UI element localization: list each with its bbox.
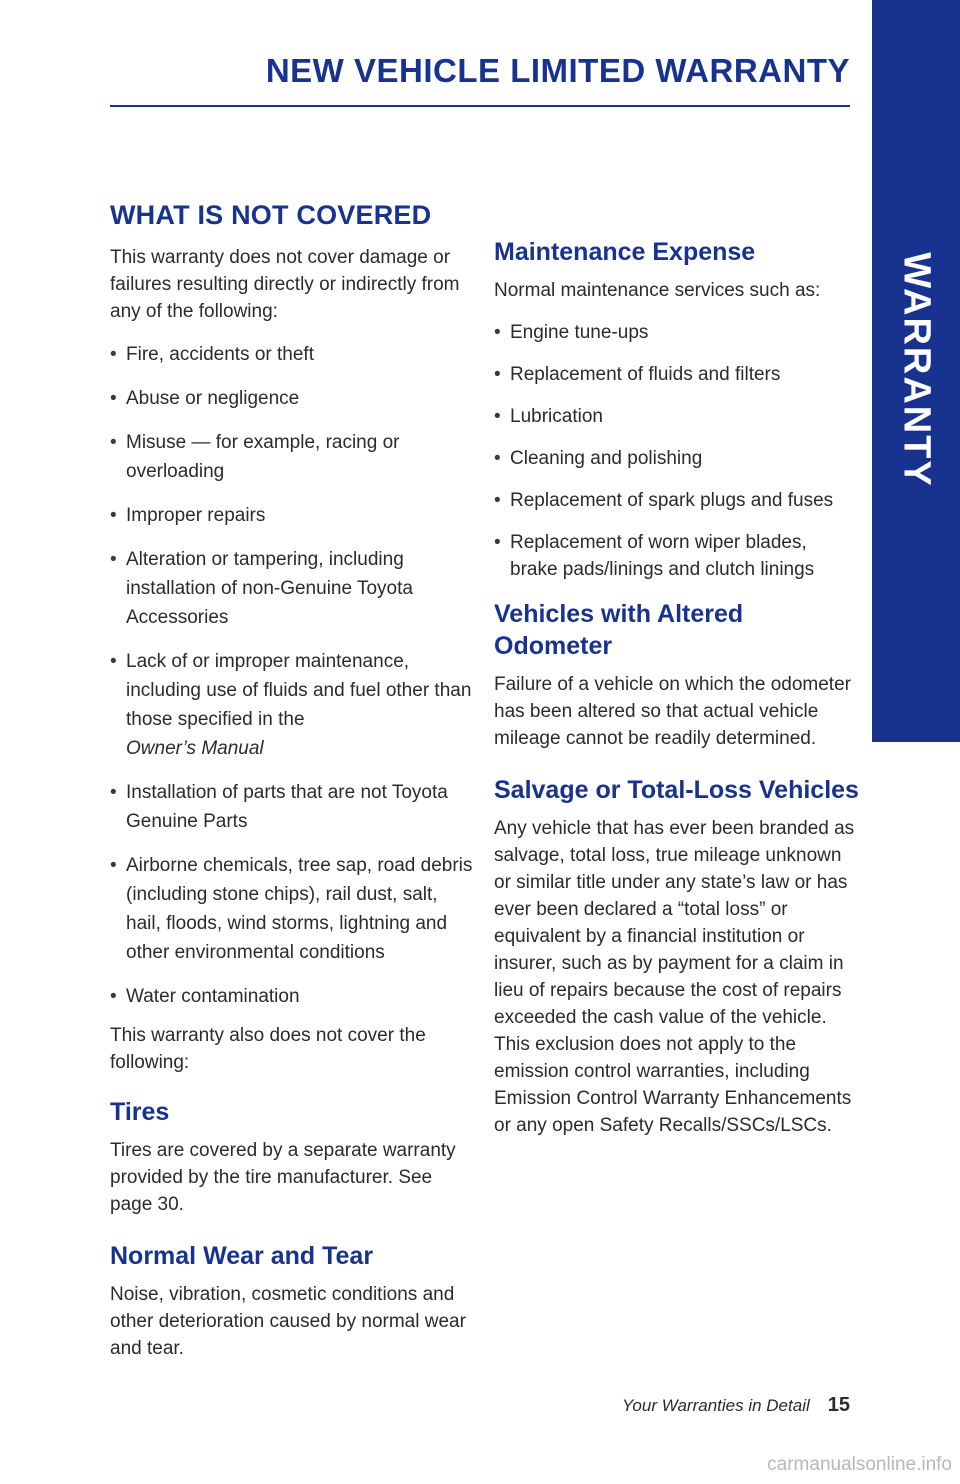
odometer-heading: Vehicles with Altered Odometer bbox=[494, 600, 744, 660]
owners-manual-title: Owner’s Manual bbox=[126, 738, 264, 759]
list-item-maintenance bbox=[110, 647, 475, 763]
not-covered-heading: WHAT IS NOT COVERED bbox=[110, 200, 432, 230]
tires-heading: Tires bbox=[110, 1098, 170, 1126]
maintenance-heading: Maintenance Expense bbox=[494, 238, 756, 266]
list-item: • Misuse — for example, racing or overloading bbox=[110, 428, 475, 486]
list-item: • Alteration or tampering, including installation of non-Genuine Toyota Accessories bbox=[110, 545, 475, 632]
title-divider bbox=[110, 105, 850, 107]
page-number: 15 bbox=[827, 1394, 850, 1416]
list-item: • Installation of parts that are not Toyota Genuine Parts bbox=[110, 778, 475, 836]
salvage-heading: Salvage or Total-Loss Vehicles bbox=[494, 776, 859, 804]
maintenance-list bbox=[494, 319, 859, 583]
list-item: • Airborne chemicals, tree sap, road debris (including stone chips), rail dust, salt, hail, floods, wind storms, lightning and other environmental conditions bbox=[110, 851, 475, 967]
page-footer bbox=[622, 1394, 850, 1417]
list-item: • Lubrication bbox=[494, 403, 859, 430]
list-item: • Improper repairs bbox=[110, 501, 475, 530]
list-item: • Engine tune-ups bbox=[494, 319, 859, 346]
right-column bbox=[494, 236, 859, 1139]
footer-section-name: Your Warranties in Detail bbox=[622, 1396, 810, 1415]
list-item-text: Lack of or improper maintenance, including use of fluids and fuel other than those specified in the bbox=[126, 651, 472, 730]
list-item: • Cleaning and polishing bbox=[494, 445, 859, 472]
left-column bbox=[110, 198, 475, 1362]
list-item: • Water contamination bbox=[110, 982, 475, 1011]
not-covered-intro: This warranty does not cover damage or failures resulting directly or indirectly from any of the following: bbox=[110, 247, 460, 322]
odometer-text: Failure of a vehicle on which the odometer has been altered so that actual vehicle mileage cannot be readily determined. bbox=[494, 674, 851, 749]
list-item: • Replacement of worn wiper blades, brake pads/linings and clutch linings bbox=[494, 529, 859, 583]
section-tab-label: WARRANTY bbox=[895, 252, 938, 488]
salvage-text: Any vehicle that has ever been branded as salvage, total loss, true mileage unknown or similar title under any state’s law or has ever been declared a “total loss” or equivalent by a financial institution or insurer, such as by payment for a claim in lieu of repairs because the cost of repairs exceeded the cash value of the vehicle. This exclusion does not apply to the emission control warranties, including Emission Control Warranty Enhancements or any open Safety Recalls/SSCs/LSCs. bbox=[494, 818, 855, 1136]
list-item: • Replacement of fluids and filters bbox=[494, 361, 859, 388]
list-item: • Replacement of spark plugs and fuses bbox=[494, 487, 859, 514]
wear-text: Noise, vibration, cosmetic conditions and other deterioration caused by normal wear and tear. bbox=[110, 1284, 466, 1359]
also-not-covered-text: This warranty also does not cover the following: bbox=[110, 1025, 426, 1073]
section-tab bbox=[872, 0, 960, 742]
watermark-text: carmanualsonline.info bbox=[767, 1454, 952, 1475]
list-item: • Fire, accidents or theft bbox=[110, 340, 475, 369]
maintenance-intro: Normal maintenance services such as: bbox=[494, 280, 821, 301]
tires-text: Tires are covered by a separate warranty provided by the tire manufacturer. See page 30. bbox=[110, 1140, 456, 1215]
list-item: • Abuse or negligence bbox=[110, 384, 475, 413]
not-covered-list bbox=[110, 340, 475, 1011]
wear-heading: Normal Wear and Tear bbox=[110, 1242, 374, 1270]
page-title: NEW VEHICLE LIMITED WARRANTY bbox=[265, 52, 850, 89]
